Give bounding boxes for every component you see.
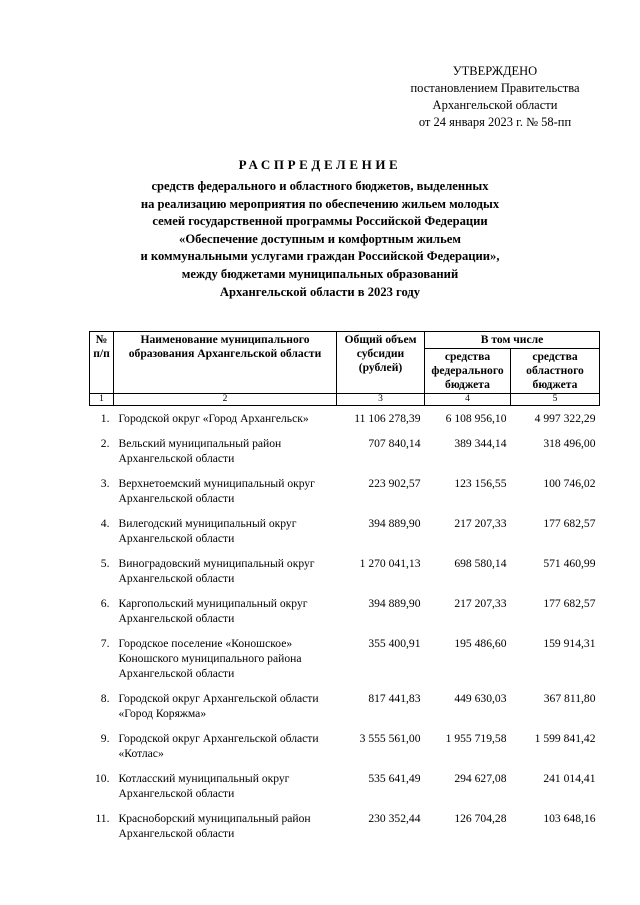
total-subsidy: 1 270 041,13 <box>359 557 421 570</box>
federal-funds: 389 344,14 <box>454 437 507 450</box>
table-row <box>90 591 600 631</box>
table-row <box>90 806 600 846</box>
header-regional: средства областного бюджета <box>511 349 600 394</box>
row-number: 3. <box>100 477 110 490</box>
table-row <box>90 551 600 591</box>
subtitle-line: «Обеспечение доступным и комфортным жильем <box>179 231 461 246</box>
regional-funds: 571 460,99 <box>543 557 596 570</box>
table-row <box>90 406 600 432</box>
subtitle-line: семей государственной программы Российской Федерации <box>152 214 488 229</box>
federal-funds: 217 207,33 <box>454 597 507 610</box>
regional-funds: 318 496,00 <box>543 437 596 450</box>
federal-funds: 1 955 719,58 <box>445 732 507 745</box>
regional-funds: 100 746,02 <box>543 477 596 490</box>
municipality-name: Городской округ «Город Архангельск» <box>118 412 309 425</box>
row-number: 8. <box>100 692 110 705</box>
total-subsidy: 535 641,49 <box>368 772 421 785</box>
table-row <box>90 471 600 511</box>
total-subsidy: 394 889,90 <box>368 597 421 610</box>
header-name: Наименование муниципального образования Архангельской области <box>114 332 337 394</box>
federal-funds: 6 108 956,10 <box>445 412 507 425</box>
municipality-name: Красноборский муниципальный район Архангельской области <box>118 812 311 840</box>
row-number: 6. <box>100 597 110 610</box>
header-num: № п/п <box>90 332 114 394</box>
regional-funds: 177 682,57 <box>543 517 596 530</box>
approval-decree: постановлением Правительства <box>410 81 580 95</box>
approval-stamp <box>350 63 640 131</box>
total-subsidy: 223 902,57 <box>368 477 421 490</box>
total-subsidy: 394 889,90 <box>368 517 421 530</box>
total-subsidy: 355 400,91 <box>368 637 421 650</box>
federal-funds: 698 580,14 <box>454 557 507 570</box>
approval-date: от 24 января 2023 г. № 58-пп <box>418 115 572 129</box>
approval-title: УТВЕРЖДЕНО <box>452 64 538 78</box>
table-row <box>90 766 600 806</box>
federal-funds: 294 627,08 <box>454 772 507 785</box>
total-subsidy: 817 441,83 <box>368 692 421 705</box>
municipality-name: Вилегодский муниципальный округ Архангельской области <box>118 517 297 545</box>
total-subsidy: 11 106 278,39 <box>354 412 421 425</box>
regional-funds: 367 811,80 <box>543 692 596 705</box>
regional-funds: 1 599 841,42 <box>534 732 596 745</box>
row-number: 1. <box>100 412 110 425</box>
municipality-name: Городской округ Архангельской области «Город Коряжма» <box>118 692 319 720</box>
subtitle-line: и коммунальными услугами граждан Российской Федерации», <box>140 249 500 264</box>
approval-region: Архангельской области <box>432 98 558 112</box>
column-number: 1 <box>90 394 114 406</box>
column-number: 3 <box>337 394 425 406</box>
row-number: 4. <box>100 517 110 530</box>
subtitle-line: на реализацию мероприятия по обеспечению жильем молодых <box>140 196 500 211</box>
municipality-name: Городское поселение «Коношское» Коношского муниципального района Архангельской области <box>118 637 302 680</box>
column-number: 5 <box>511 394 600 406</box>
header-federal: средства федерального бюджета <box>425 349 511 394</box>
federal-funds: 217 207,33 <box>454 517 507 530</box>
table-row <box>90 631 600 686</box>
federal-funds: 195 486,60 <box>454 637 507 650</box>
regional-funds: 177 682,57 <box>543 597 596 610</box>
row-number: 9. <box>100 732 110 745</box>
column-number: 4 <box>425 394 511 406</box>
subtitle-line: средств федерального и областного бюджетов, выделенных <box>151 179 489 193</box>
federal-funds: 123 156,55 <box>454 477 507 490</box>
municipality-name: Вельский муниципальный район Архангельской области <box>118 437 282 465</box>
federal-funds: 126 704,28 <box>454 812 507 825</box>
table-row <box>90 431 600 471</box>
row-number: 11. <box>95 812 110 825</box>
distribution-table <box>89 331 600 846</box>
row-number: 10. <box>95 772 110 785</box>
header-total: Общий объем субсидии (рублей) <box>337 332 425 394</box>
federal-funds: 449 630,03 <box>454 692 507 705</box>
regional-funds: 103 648,16 <box>543 812 596 825</box>
total-subsidy: 707 840,14 <box>368 437 421 450</box>
header-including: В том числе <box>425 332 600 349</box>
document-subtitle <box>0 178 640 301</box>
municipality-name: Городской округ Архангельской области «Котлас» <box>118 732 319 760</box>
subtitle-line: между бюджетами муниципальных образований <box>181 266 459 281</box>
row-number: 5. <box>100 557 110 570</box>
table-body <box>90 406 600 847</box>
document-title: РАСПРЕДЕЛЕНИЕ <box>238 157 402 172</box>
municipality-name: Каргопольский муниципальный округ Архангельской области <box>118 597 308 625</box>
subtitle-line: Архангельской области в 2023 году <box>219 284 421 299</box>
municipality-name: Верхнетоемский муниципальный округ Архангельской области <box>118 477 315 505</box>
column-number: 2 <box>114 394 337 406</box>
regional-funds: 241 014,41 <box>543 772 596 785</box>
table-row <box>90 511 600 551</box>
total-subsidy: 3 555 561,00 <box>359 732 421 745</box>
row-number: 7. <box>100 637 110 650</box>
total-subsidy: 230 352,44 <box>368 812 421 825</box>
municipality-name: Котласский муниципальный округ Архангельской области <box>118 772 290 800</box>
municipality-name: Виноградовский муниципальный округ Архангельской области <box>118 557 315 585</box>
regional-funds: 4 997 322,29 <box>534 412 596 425</box>
table-row <box>90 686 600 726</box>
row-number: 2. <box>100 437 110 450</box>
regional-funds: 159 914,31 <box>543 637 596 650</box>
table-row <box>90 726 600 766</box>
